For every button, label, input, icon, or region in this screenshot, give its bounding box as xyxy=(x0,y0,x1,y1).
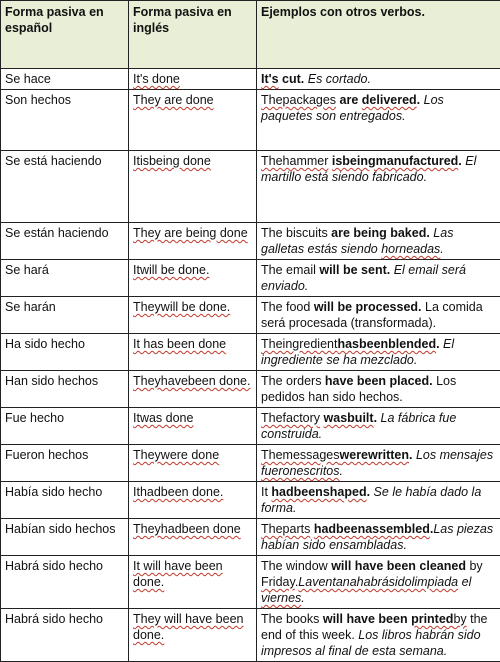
spanish-form-cell: Había sido hecho xyxy=(1,482,129,519)
example-segment: el xyxy=(458,575,471,589)
example-segment: Laventanahabrásidolimpiada xyxy=(298,575,458,589)
english-form-text: It's done xyxy=(133,72,180,86)
example-segment: Se le había dado la forma. xyxy=(261,485,481,515)
example-segment: . xyxy=(430,522,433,536)
example-segment: will have been xyxy=(323,612,411,626)
english-form-text: Theywill be done. xyxy=(133,300,230,314)
example-cell xyxy=(257,445,500,482)
english-form-cell xyxy=(129,90,257,151)
example-segment: werewritten xyxy=(340,448,409,462)
table-row xyxy=(1,445,500,482)
example-segment: fueronescritos xyxy=(261,464,340,478)
example-segment: The food xyxy=(261,300,314,314)
example-segment: Es cortado. xyxy=(308,72,371,86)
table-row xyxy=(1,151,500,223)
example-segment: will have been cleaned xyxy=(331,559,466,573)
spanish-form-cell: Se hace xyxy=(1,69,129,90)
table-row xyxy=(1,556,500,609)
example-segment: . xyxy=(301,591,304,605)
english-form-cell xyxy=(129,334,257,371)
english-form-text: It will have been done. xyxy=(133,559,223,589)
spanish-form-cell: Fueron hechos xyxy=(1,445,129,482)
example-segment: Friday xyxy=(261,575,295,589)
example-segment: Los pedidos han sido hechos. xyxy=(261,374,456,404)
english-form-cell xyxy=(129,223,257,260)
example-cell xyxy=(257,297,500,334)
spanish-form-cell: Ha sido hecho xyxy=(1,334,129,371)
example-cell xyxy=(257,519,500,556)
example-segment: the end of this week. xyxy=(261,612,488,642)
example-segment: cut. xyxy=(279,72,308,86)
example-segment: Los paquetes son entregados. xyxy=(261,93,444,123)
english-form-cell xyxy=(129,371,257,408)
table-row xyxy=(1,482,500,519)
table-row xyxy=(1,371,500,408)
example-segment: . xyxy=(436,337,443,351)
example-segment: The window xyxy=(261,559,331,573)
spanish-form-cell: Son hechos xyxy=(1,90,129,151)
example-cell xyxy=(257,371,500,408)
example-segment: . xyxy=(295,575,298,589)
spanish-form-cell: Fue hecho xyxy=(1,408,129,445)
example-segment: . xyxy=(417,93,424,107)
example-segment: Theingredient xyxy=(261,337,337,351)
english-form-cell xyxy=(129,519,257,556)
example-segment: Theparts xyxy=(261,522,310,536)
example-segment: . xyxy=(374,411,377,425)
spanish-form-cell: Se están haciendo xyxy=(1,223,129,260)
example-segment: El ingrediente se ha mezclado. xyxy=(261,337,454,367)
english-form-cell xyxy=(129,609,257,662)
example-segment: La comida será procesada (transformada). xyxy=(261,300,483,330)
example-segment: hasbeenblended xyxy=(337,337,436,351)
example-segment: are being baked. xyxy=(331,226,430,240)
example-cell xyxy=(257,334,500,371)
spanish-form-cell: Se hará xyxy=(1,260,129,297)
spanish-form-cell: Han sido hechos xyxy=(1,371,129,408)
table-row xyxy=(1,260,500,297)
english-form-text: It has been done xyxy=(133,337,226,351)
example-segment: horneadas xyxy=(381,242,440,256)
example-segment: La fábrica fue construida. xyxy=(261,411,456,441)
english-form-text: Itwas done xyxy=(133,411,193,425)
header-examples: Ejemplos con otros verbos. xyxy=(257,1,500,69)
table-row xyxy=(1,609,500,662)
example-segment: will be sent. xyxy=(319,263,390,277)
table-row xyxy=(1,223,500,260)
spanish-form-cell: Se está haciendo xyxy=(1,151,129,223)
table-row xyxy=(1,69,500,90)
english-form-cell xyxy=(129,69,257,90)
example-segment: Thehammer xyxy=(261,154,328,168)
spanish-form-cell: Se harán xyxy=(1,297,129,334)
example-segment: El martillo está siendo fabricado. xyxy=(261,154,476,184)
table-row xyxy=(1,90,500,151)
english-form-cell xyxy=(129,556,257,609)
example-segment: It xyxy=(261,485,271,499)
example-cell xyxy=(257,90,500,151)
english-form-text: They are done xyxy=(133,93,214,107)
example-segment: . xyxy=(409,448,412,462)
example-segment: Las galletas estás siendo xyxy=(261,226,453,256)
example-segment: Themessages xyxy=(261,448,340,462)
example-segment: The orders xyxy=(261,374,325,388)
english-form-text: Ithadbeen done. xyxy=(133,485,223,499)
header-spanish: Forma pasiva en español xyxy=(1,1,129,69)
table-row xyxy=(1,297,500,334)
example-segment: Los mensajes xyxy=(412,448,493,462)
english-form-cell xyxy=(129,445,257,482)
example-cell xyxy=(257,260,500,297)
english-form-text: Theywere done xyxy=(133,448,219,462)
example-segment: have been placed. xyxy=(325,374,433,388)
english-form-cell xyxy=(129,151,257,223)
spanish-form-cell: Habrá sido hecho xyxy=(1,556,129,609)
example-segment: El email será enviado. xyxy=(261,263,466,293)
example-segment: . xyxy=(340,464,343,478)
english-form-text: Itwill be done. xyxy=(133,263,209,277)
english-form-text: Theyhadbeen done xyxy=(133,522,241,536)
header-english: Forma pasiva en inglés xyxy=(129,1,257,69)
example-segment: will be processed. xyxy=(314,300,422,314)
table-row xyxy=(1,334,500,371)
example-segment: The books xyxy=(261,612,323,626)
example-segment: Los libros habrán sido impresos al final de esta semana. xyxy=(261,628,481,658)
example-segment: wasbuilt xyxy=(324,411,374,425)
header-row xyxy=(1,1,500,69)
example-cell xyxy=(257,482,500,519)
example-cell xyxy=(257,223,500,260)
example-segment: Thefactory xyxy=(261,411,320,425)
english-form-cell xyxy=(129,297,257,334)
example-segment: Thepackages xyxy=(261,93,336,107)
example-segment: . xyxy=(367,485,370,499)
english-form-cell xyxy=(129,408,257,445)
spanish-form-cell: Habían sido hechos xyxy=(1,519,129,556)
example-segment: isbeingmanufactured xyxy=(332,154,458,168)
example-segment: The biscuits xyxy=(261,226,331,240)
example-segment: It's xyxy=(261,72,279,86)
example-segment: Las piezas habían sido ensambladas. xyxy=(261,522,493,552)
table-row xyxy=(1,519,500,556)
example-cell xyxy=(257,556,500,609)
example-segment: are xyxy=(336,93,362,107)
example-segment: viernes xyxy=(261,591,301,605)
english-form-text: Itisbeing done xyxy=(133,154,211,168)
spanish-form-cell: Habrá sido hecho xyxy=(1,609,129,662)
example-segment: by xyxy=(453,612,466,626)
example-cell xyxy=(257,151,500,223)
example-cell xyxy=(257,69,500,90)
example-cell xyxy=(257,408,500,445)
english-form-text: Theyhavebeen done. xyxy=(133,374,250,388)
example-segment: by xyxy=(466,559,483,573)
example-segment: hadbeenassembled xyxy=(314,522,430,536)
table-body xyxy=(1,69,500,662)
example-segment: . xyxy=(458,154,461,168)
example-segment: delivered xyxy=(362,93,417,107)
example-cell xyxy=(257,609,500,662)
example-segment: The email xyxy=(261,263,319,277)
english-form-cell xyxy=(129,260,257,297)
table-row xyxy=(1,408,500,445)
english-form-text: They will have been done. xyxy=(133,612,243,642)
example-segment: hadbeenshaped xyxy=(271,485,366,499)
example-segment: printed xyxy=(411,612,453,626)
example-segment: . xyxy=(440,242,443,256)
english-form-cell xyxy=(129,482,257,519)
english-form-text: They are being done xyxy=(133,226,248,240)
